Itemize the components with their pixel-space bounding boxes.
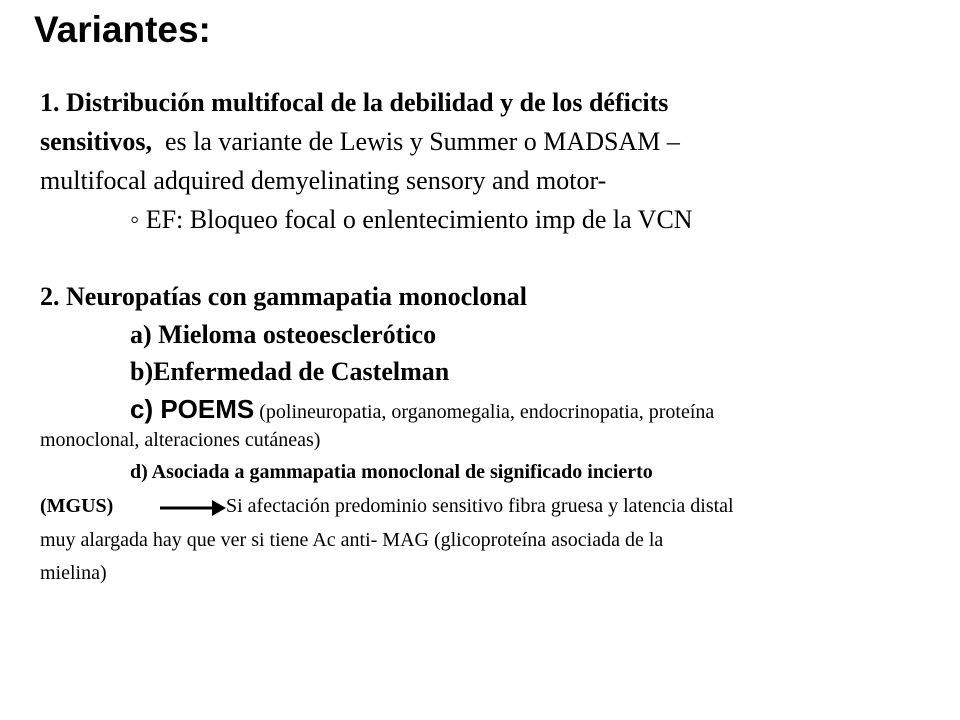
mgus-line xyxy=(40,493,113,519)
item-c-continuation: monoclonal, alteraciones cutáneas) xyxy=(40,429,321,451)
section1-heading: 1. Distribución multifocal de la debilidad y de los déficits xyxy=(40,88,669,117)
section1-line1 xyxy=(40,86,668,120)
item-a: a) Mieloma osteoesclerótico xyxy=(130,320,437,349)
mgus-continuation-2: mielina) xyxy=(40,562,107,584)
arrow-right-icon xyxy=(158,498,226,518)
slide-title: Variantes: xyxy=(34,9,211,50)
section2-heading: 2. Neuropatías con gammapatia monoclonal xyxy=(40,282,528,311)
item-c-label: c) POEMS xyxy=(130,394,255,424)
section1-heading-end: sensitivos, xyxy=(40,127,152,156)
item-c-description: (polineuropatia, organomegalia, endocrinopatia, proteína xyxy=(254,401,715,423)
item-b: b)Enfermedad de Castelman xyxy=(130,357,450,386)
mgus-continuation-1: muy alargada hay que ver si tiene Ac anti- MAG (glicoproteína asociada de la xyxy=(40,529,664,551)
item-c xyxy=(130,392,714,426)
section1-description: es la variante de Lewis y Summer o MADSAM – xyxy=(151,127,680,156)
section1-line2 xyxy=(40,125,680,159)
mgus-description: Si afectación predominio sensitivo fibra gruesa y latencia distal xyxy=(226,495,734,517)
mgus-label: (MGUS) xyxy=(40,495,114,517)
section1-line3: multifocal adquired demyelinating sensory and motor- xyxy=(40,166,607,195)
item-d: d) Asociada a gammapatia monoclonal de significado incierto xyxy=(130,461,653,483)
section1-bullet: ◦ EF: Bloqueo focal o enlentecimiento imp de la VCN xyxy=(130,205,693,234)
